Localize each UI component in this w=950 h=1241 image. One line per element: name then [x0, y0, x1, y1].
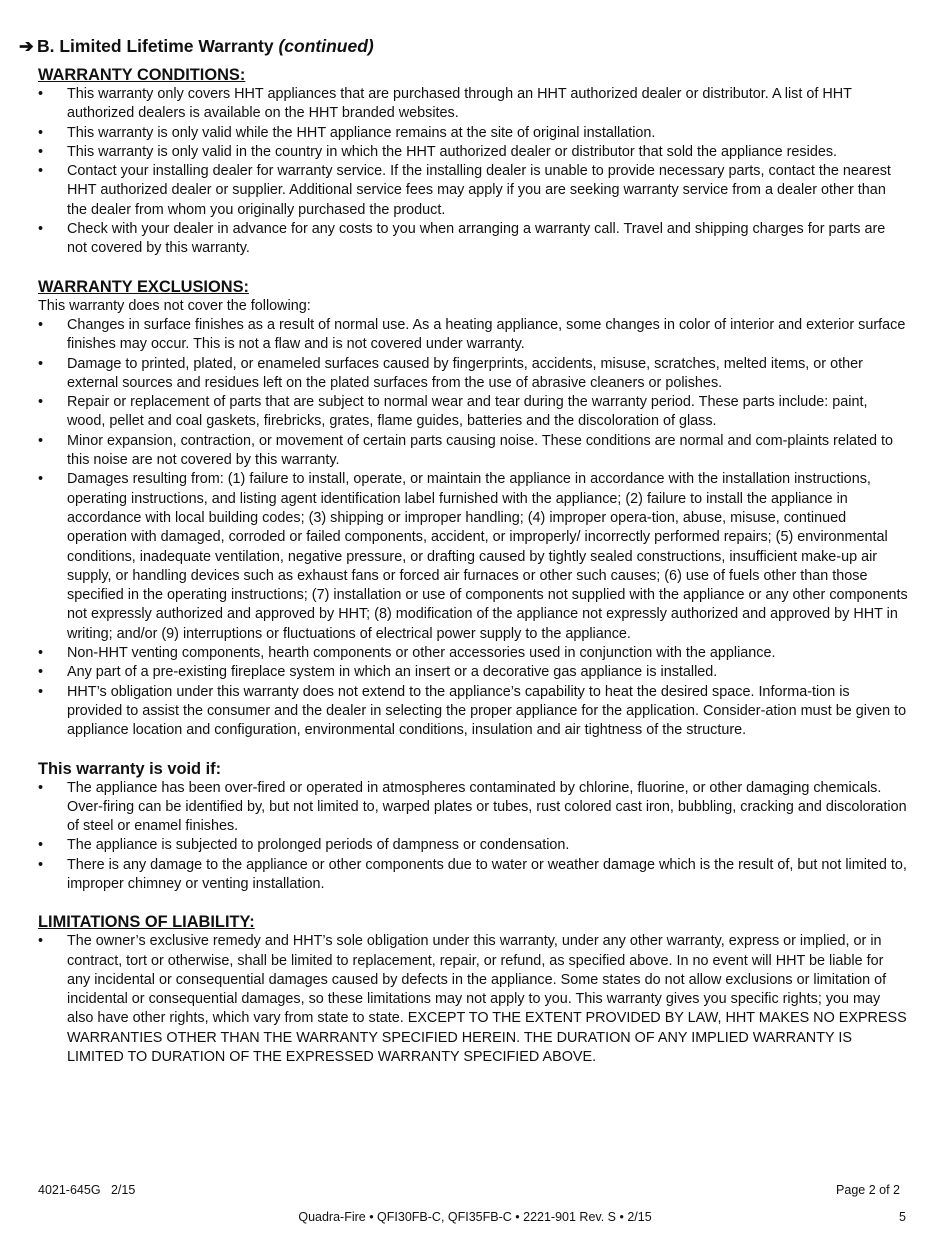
footer-model-info: Quadra-Fire • QFI30FB-C, QFI35FB-C • 2221-901 Rev. S • 2/15 — [298, 1210, 652, 1224]
arrow-icon: ➔ — [19, 36, 34, 56]
liability-section — [38, 912, 908, 1067]
bullet-icon: • — [38, 86, 44, 102]
page-of: Page 2 of 2 — [836, 1183, 900, 1197]
bullet-icon: • — [38, 471, 44, 488]
bullet-item — [38, 316, 908, 355]
bullet-text: Any part of a pre-existing fireplace system in which an insert or a decorative gas appliance is installed. — [67, 664, 718, 681]
bullet-icon: • — [38, 837, 44, 854]
bullet-icon: • — [38, 645, 44, 662]
bullet-icon: • — [38, 221, 44, 238]
conditions-list — [38, 85, 908, 259]
bullet-text: The appliance has been over-fired or operated in atmospheres contaminated by chlorine, fluorine, or other damaging chemicals. Over-firing can be identified by, but not limited to, warped plates or tubes, rust colored cast iron, bubbling, cracking and discoloration of steel or enamel finishes. — [67, 779, 907, 835]
bullet-icon: • — [38, 779, 44, 796]
bullet-item — [38, 432, 908, 471]
section-continued: (continued) — [278, 36, 374, 56]
bullet-text: This warranty is only valid in the country in which the HHT authorized dealer or distributor that sold the appliance resides. — [67, 143, 838, 160]
bullet-item — [38, 779, 908, 837]
bullet-text: Check with your dealer in advance for any costs to you when arranging a warranty call. Travel and shipping charges for parts are not covered by this warranty. — [67, 221, 886, 257]
exclusions-section — [38, 277, 908, 741]
bullet-icon: • — [38, 933, 44, 950]
bullet-item — [38, 355, 908, 394]
bullet-item — [38, 663, 908, 682]
bullet-text: Minor expansion, contraction, or movement of certain parts causing noise. These conditions are normal and com-plaints related to this noise are not covered by this warranty. — [67, 432, 894, 469]
bullet-text: This warranty only covers HHT appliances that are purchased through an HHT authorized dealer or distributor. A list of HHT authorized dealers is available on the HHT branded websites. — [67, 86, 852, 122]
bullet-text: There is any damage to the appliance or other components due to water or weather damage which is the result of, but not limited to, improper chimney or venting installation. — [67, 856, 907, 892]
exclusions-intro: This warranty does not cover the following: — [38, 297, 311, 314]
bullet-item — [38, 644, 908, 663]
bullet-text: HHT’s obligation under this warranty does not extend to the appliance’s capability to heat the desired space. Informa-tion is provided to assist the consumer and the dealer in selecting the proper appliance for the application. Consider-ation must be given to appliance location and configuration, environmental conditions, insulation and air tightness of the structure. — [67, 683, 907, 739]
bullet-item — [38, 143, 908, 162]
void-title: This warranty is void if: — [38, 759, 222, 778]
bullet-icon: • — [38, 856, 44, 873]
bullet-icon: • — [38, 124, 44, 141]
bullet-icon: • — [38, 683, 44, 700]
bullet-item — [38, 162, 908, 220]
bullet-text: Repair or replacement of parts that are subject to normal wear and tear during the warranty period. These parts include: paint, wood, pellet and coal gaskets, firebricks, grates, flame guides, batteries and the discoloration of glass. — [67, 394, 868, 430]
bullet-item — [38, 470, 908, 644]
bullet-icon: • — [38, 432, 44, 449]
bullet-item — [38, 932, 908, 1067]
liability-title: LIMITATIONS OF LIABILITY: — [38, 913, 255, 932]
bullet-item — [38, 85, 908, 124]
bullet-item — [38, 220, 908, 259]
page-number: 5 — [899, 1210, 906, 1224]
bullet-icon: • — [38, 394, 44, 411]
bullet-text: The owner’s exclusive remedy and HHT’s sole obligation under this warranty, under any other warranty, express or implied, or in contract, tort or otherwise, shall be limited to replacement, repair, or refund, as specified above. In no event will HHT be liable for any incidental or consequential damages caused by defects in the appliance. Some states do not allow exclusions or limitation of incidental or consequential damages, so these limitations may not apply to you. This warranty gives you specific rights; you may also have other rights, which vary from state to state. EXCEPT TO THE EXTENT PROVIDED BY LAW, HHT MAKES NO EXPRESS WARRANTIES OTHER THAN THE WARRANTY SPECIFIED HEREIN. THE DURATION OF ANY IMPLIED WARRANTY IS LIMITED TO DURATION OF THE EXPRESSED WARRANTY SPECIFIED ABOVE. — [67, 933, 907, 1066]
bullet-icon: • — [38, 316, 44, 333]
section-heading — [19, 36, 374, 57]
exclusions-title: WARRANTY EXCLUSIONS: — [38, 277, 249, 296]
doc-code: 4021-645G 2/15 — [38, 1183, 136, 1197]
bullet-item — [38, 683, 908, 741]
bullet-icon: • — [38, 355, 44, 372]
void-section — [38, 759, 908, 895]
bullet-icon: • — [38, 664, 44, 681]
conditions-title: WARRANTY CONDITIONS: — [38, 66, 246, 84]
bullet-icon: • — [38, 143, 44, 160]
bullet-item — [38, 856, 908, 895]
bullet-text: Changes in surface finishes as a result of normal use. As a heating appliance, some changes in color of interior and exterior surface finishes may occur. This is not a flaw and is not covered under warranty. — [67, 316, 906, 353]
bullet-text: Contact your installing dealer for warranty service. If the installing dealer is unable to provide necessary parts, contact the nearest HHT authorized dealer or supplier. Additional service fees may apply if you are seeking warranty service from a dealer other than the dealer from whom you originally purchased the product. — [67, 163, 891, 218]
exclusions-list — [38, 316, 908, 741]
bullet-item — [38, 393, 908, 432]
bullet-text: This warranty is only valid while the HHT appliance remains at the site of original installation. — [67, 124, 656, 141]
bullet-text: Damages resulting from: (1) failure to install, operate, or maintain the appliance in accordance with the installation instructions, operating instructions, and listing agent identification label furnished with the appliance; (2) failure to install the appliance in accordance with local building codes; (3) shipping or improper handling; (4) improper opera-tion, abuse, misuse, continued operation with damaged, corroded or failed components, accident, or improperly/ incorrectly performed repairs; (5) environmental conditions, inadequate ventilation, negative pressure, or drafting caused by tightly sealed constructions, insufficient make-up air supply, or handling devices such as exhaust fans or forced air furnaces or other such causes; (6) use of fuels other than those specified in the operating instructions; (7) installation or use of components not supplied with the appliance or any other components not expressly authorized and approved by HHT; (8) modification of the appliance not expressly authorized and approved by HHT in writing; and/or (9) interruptions or fluctuations of electrical power supply to the appliance. — [67, 471, 908, 642]
bullet-text: Non-HHT venting components, hearth components or other accessories used in conjunction with the appliance. — [67, 645, 776, 662]
section-title: B. Limited Lifetime Warranty — [37, 36, 279, 56]
bullet-text: Damage to printed, plated, or enameled surfaces caused by fingerprints, accidents, misuse, scratches, melted items, or other external sources and residues left on the plated surfaces from the use of abrasive cleaners or polishes. — [67, 355, 863, 391]
bullet-icon: • — [38, 163, 44, 180]
bullet-item — [38, 124, 908, 143]
bullet-item — [38, 836, 908, 855]
bullet-text: The appliance is subjected to prolonged periods of dampness or condensation. — [67, 837, 570, 854]
void-list — [38, 779, 908, 895]
conditions-section — [38, 65, 908, 259]
warranty-content — [38, 65, 908, 1067]
liability-list — [38, 932, 908, 1067]
